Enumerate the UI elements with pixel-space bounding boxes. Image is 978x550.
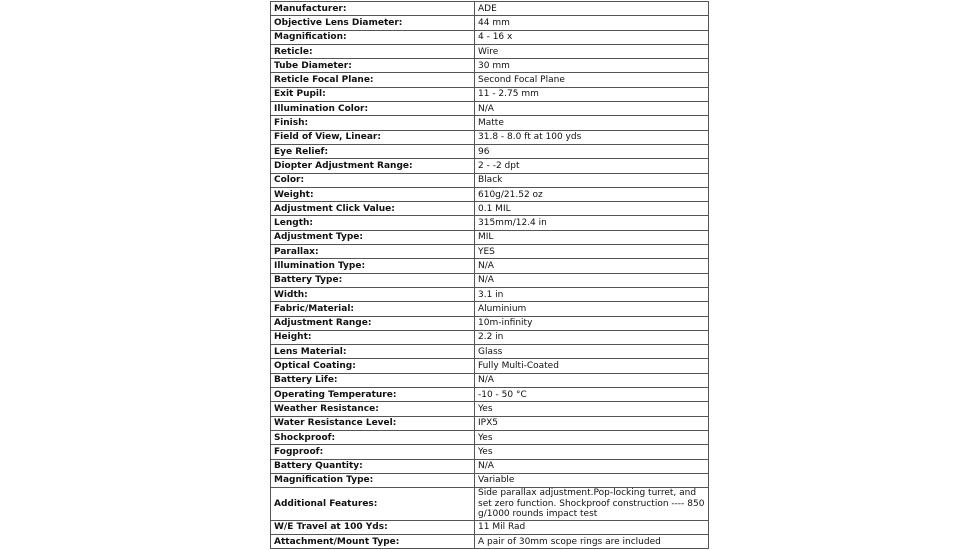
spec-label: Battery Life: [271, 373, 475, 387]
spec-label: Illumination Color: [271, 102, 475, 116]
spec-row [271, 388, 709, 402]
spec-label: Illumination Type: [271, 259, 475, 273]
spec-row [271, 187, 709, 201]
spec-row [271, 445, 709, 459]
spec-label: Shockproof: [271, 430, 475, 444]
spec-row [271, 230, 709, 244]
spec-row [271, 102, 709, 116]
spec-value: ADE [475, 2, 709, 16]
spec-row [271, 330, 709, 344]
spec-row [271, 130, 709, 144]
spec-row [271, 402, 709, 416]
spec-row [271, 202, 709, 216]
spec-row [271, 459, 709, 473]
spec-label: Adjustment Range: [271, 316, 475, 330]
spec-row [271, 2, 709, 16]
spec-value: 31.8 - 8.0 ft at 100 yds [475, 130, 709, 144]
spec-label: Optical Coating: [271, 359, 475, 373]
spec-row [271, 59, 709, 73]
spec-row [271, 273, 709, 287]
spec-value: 2.2 in [475, 330, 709, 344]
spec-value: MIL [475, 230, 709, 244]
spec-label: Field of View, Linear: [271, 130, 475, 144]
spec-value: Wire [475, 44, 709, 58]
spec-row [271, 259, 709, 273]
spec-value: 11 - 2.75 mm [475, 87, 709, 101]
spec-value: N/A [475, 102, 709, 116]
spec-value: -10 - 50 °C [475, 388, 709, 402]
spec-label: Adjustment Type: [271, 230, 475, 244]
spec-row [271, 359, 709, 373]
spec-row [271, 245, 709, 259]
spec-label: W/E Travel at 100 Yds: [271, 520, 475, 534]
spec-row [271, 116, 709, 130]
spec-value: Matte [475, 116, 709, 130]
spec-row [271, 87, 709, 101]
spec-value: Side parallax adjustment.Pop-locking turret, and set zero function. Shockproof construction ---- 850 g/1000 rounds impact test [475, 488, 709, 521]
spec-label: Weather Resistance: [271, 402, 475, 416]
spec-label: Additional Features: [271, 488, 475, 521]
spec-value: 11 Mil Rad [475, 520, 709, 534]
spec-value: Black [475, 173, 709, 187]
spec-label: Length: [271, 216, 475, 230]
spec-label: Tube Diameter: [271, 59, 475, 73]
spec-row [271, 345, 709, 359]
spec-label: Water Resistance Level: [271, 416, 475, 430]
spec-value: A pair of 30mm scope rings are included [475, 534, 709, 548]
spec-row [271, 488, 709, 521]
spec-label: Weight: [271, 187, 475, 201]
spec-label: Width: [271, 287, 475, 301]
spec-label: Adjustment Click Value: [271, 202, 475, 216]
spec-label: Eye Relief: [271, 144, 475, 158]
spec-row [271, 430, 709, 444]
spec-value: 30 mm [475, 59, 709, 73]
spec-label: Attachment/Mount Type: [271, 534, 475, 548]
spec-value: N/A [475, 459, 709, 473]
spec-row [271, 534, 709, 548]
spec-row [271, 302, 709, 316]
spec-value: 315mm/12.4 in [475, 216, 709, 230]
spec-row [271, 73, 709, 87]
spec-label: Battery Quantity: [271, 459, 475, 473]
spec-value: 10m-infinity [475, 316, 709, 330]
spec-label: Fabric/Material: [271, 302, 475, 316]
spec-row [271, 287, 709, 301]
spec-label: Objective Lens Diameter: [271, 16, 475, 30]
spec-value: 96 [475, 144, 709, 158]
spec-value: 44 mm [475, 16, 709, 30]
spec-label: Battery Type: [271, 273, 475, 287]
spec-value: 4 - 16 x [475, 30, 709, 44]
spec-label: Height: [271, 330, 475, 344]
spec-label: Finish: [271, 116, 475, 130]
spec-label: Manufacturer: [271, 2, 475, 16]
spec-row [271, 173, 709, 187]
spec-label: Magnification Type: [271, 473, 475, 487]
spec-row [271, 373, 709, 387]
spec-label: Fogproof: [271, 445, 475, 459]
spec-value: N/A [475, 259, 709, 273]
spec-value: IPX5 [475, 416, 709, 430]
spec-row [271, 316, 709, 330]
spec-label: Diopter Adjustment Range: [271, 159, 475, 173]
spec-value: 610g/21.52 oz [475, 187, 709, 201]
spec-row [271, 473, 709, 487]
spec-label: Color: [271, 173, 475, 187]
spec-value: Yes [475, 402, 709, 416]
spec-label: Magnification: [271, 30, 475, 44]
spec-value: Fully Multi-Coated [475, 359, 709, 373]
spec-row [271, 216, 709, 230]
spec-row [271, 159, 709, 173]
spec-row [271, 30, 709, 44]
spec-value: Yes [475, 430, 709, 444]
spec-value: 0.1 MIL [475, 202, 709, 216]
spec-table-body [271, 2, 709, 549]
spec-value: YES [475, 245, 709, 259]
spec-row [271, 144, 709, 158]
spec-label: Reticle: [271, 44, 475, 58]
spec-label: Exit Pupil: [271, 87, 475, 101]
spec-value: 2 - -2 dpt [475, 159, 709, 173]
spec-value: Second Focal Plane [475, 73, 709, 87]
spec-label: Parallax: [271, 245, 475, 259]
spec-value: N/A [475, 273, 709, 287]
spec-value: Variable [475, 473, 709, 487]
spec-row [271, 520, 709, 534]
spec-value: 3.1 in [475, 287, 709, 301]
spec-table [270, 1, 709, 549]
spec-label: Lens Material: [271, 345, 475, 359]
spec-label: Reticle Focal Plane: [271, 73, 475, 87]
spec-row [271, 16, 709, 30]
spec-value: Aluminium [475, 302, 709, 316]
spec-value: Yes [475, 445, 709, 459]
spec-value: N/A [475, 373, 709, 387]
spec-row [271, 416, 709, 430]
spec-label: Operating Temperature: [271, 388, 475, 402]
spec-row [271, 44, 709, 58]
spec-value: Glass [475, 345, 709, 359]
